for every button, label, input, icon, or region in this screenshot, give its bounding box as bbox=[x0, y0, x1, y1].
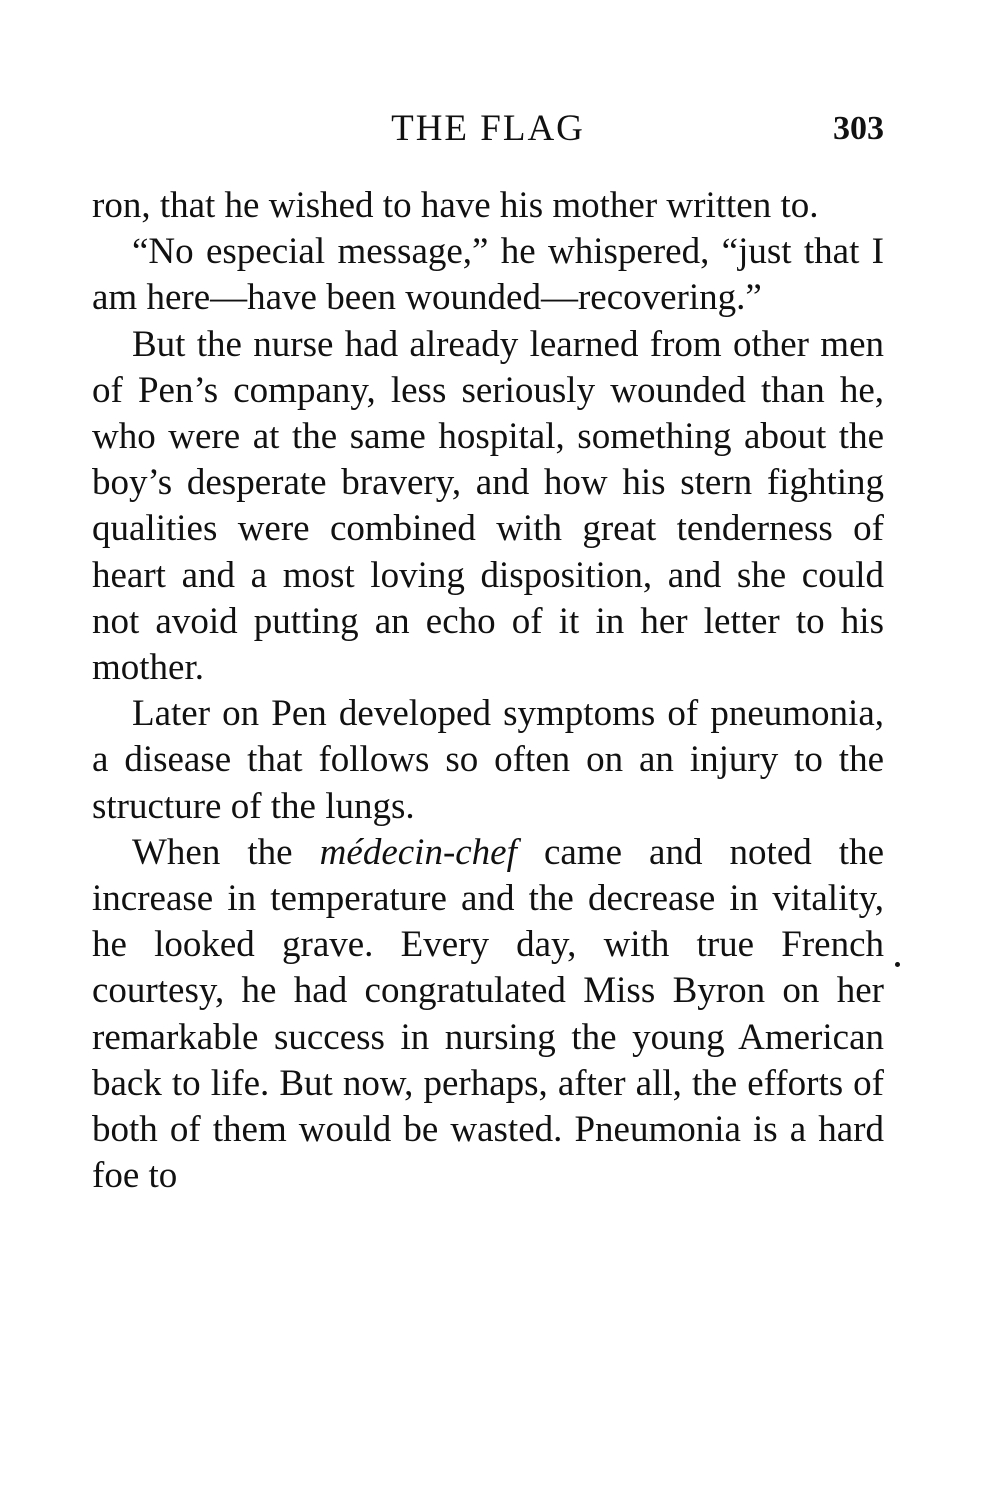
italic-term: médecin-chef bbox=[319, 831, 517, 873]
paragraph-5-rest: came and noted the increase in temperature and the decrease in vitality, he looked grave. Every day, with true French courtesy, he had congratulated Miss Byron on her remarkable success in nursing the young American back to life. But now, perhaps, after all, the efforts of both of them would be wasted. Pneumonia is a hard foe to bbox=[92, 831, 885, 1197]
paragraph-3: But the nurse had already learned from other men of Pen’s company, less seriously wounded than he, who were at the same hospital, something about the boy’s desperate bravery, and how his stern fighting qualities were combined with great tenderness of heart and a most loving disposition, and she could not avoid putting an echo of it in her letter to his mother. bbox=[92, 323, 884, 689]
paragraph-2: “No especial message,” he whispered, “just that I am here—have been wounded—recovering.” bbox=[92, 231, 884, 319]
chapter-title: THE FLAG bbox=[391, 108, 585, 149]
paragraph-1: ron, that he wished to have his mother written to. bbox=[92, 185, 819, 226]
body-text bbox=[92, 183, 884, 1199]
paragraph-4: Later on Pen developed symptoms of pneumonia, a disease that follows so often on an injury to the structure of the lungs. bbox=[92, 693, 884, 827]
paragraph-5 bbox=[92, 830, 884, 1200]
print-speck bbox=[895, 962, 900, 967]
running-head bbox=[92, 104, 884, 154]
paragraph-5-start: When the bbox=[132, 831, 320, 873]
page-number: 303 bbox=[833, 110, 884, 147]
